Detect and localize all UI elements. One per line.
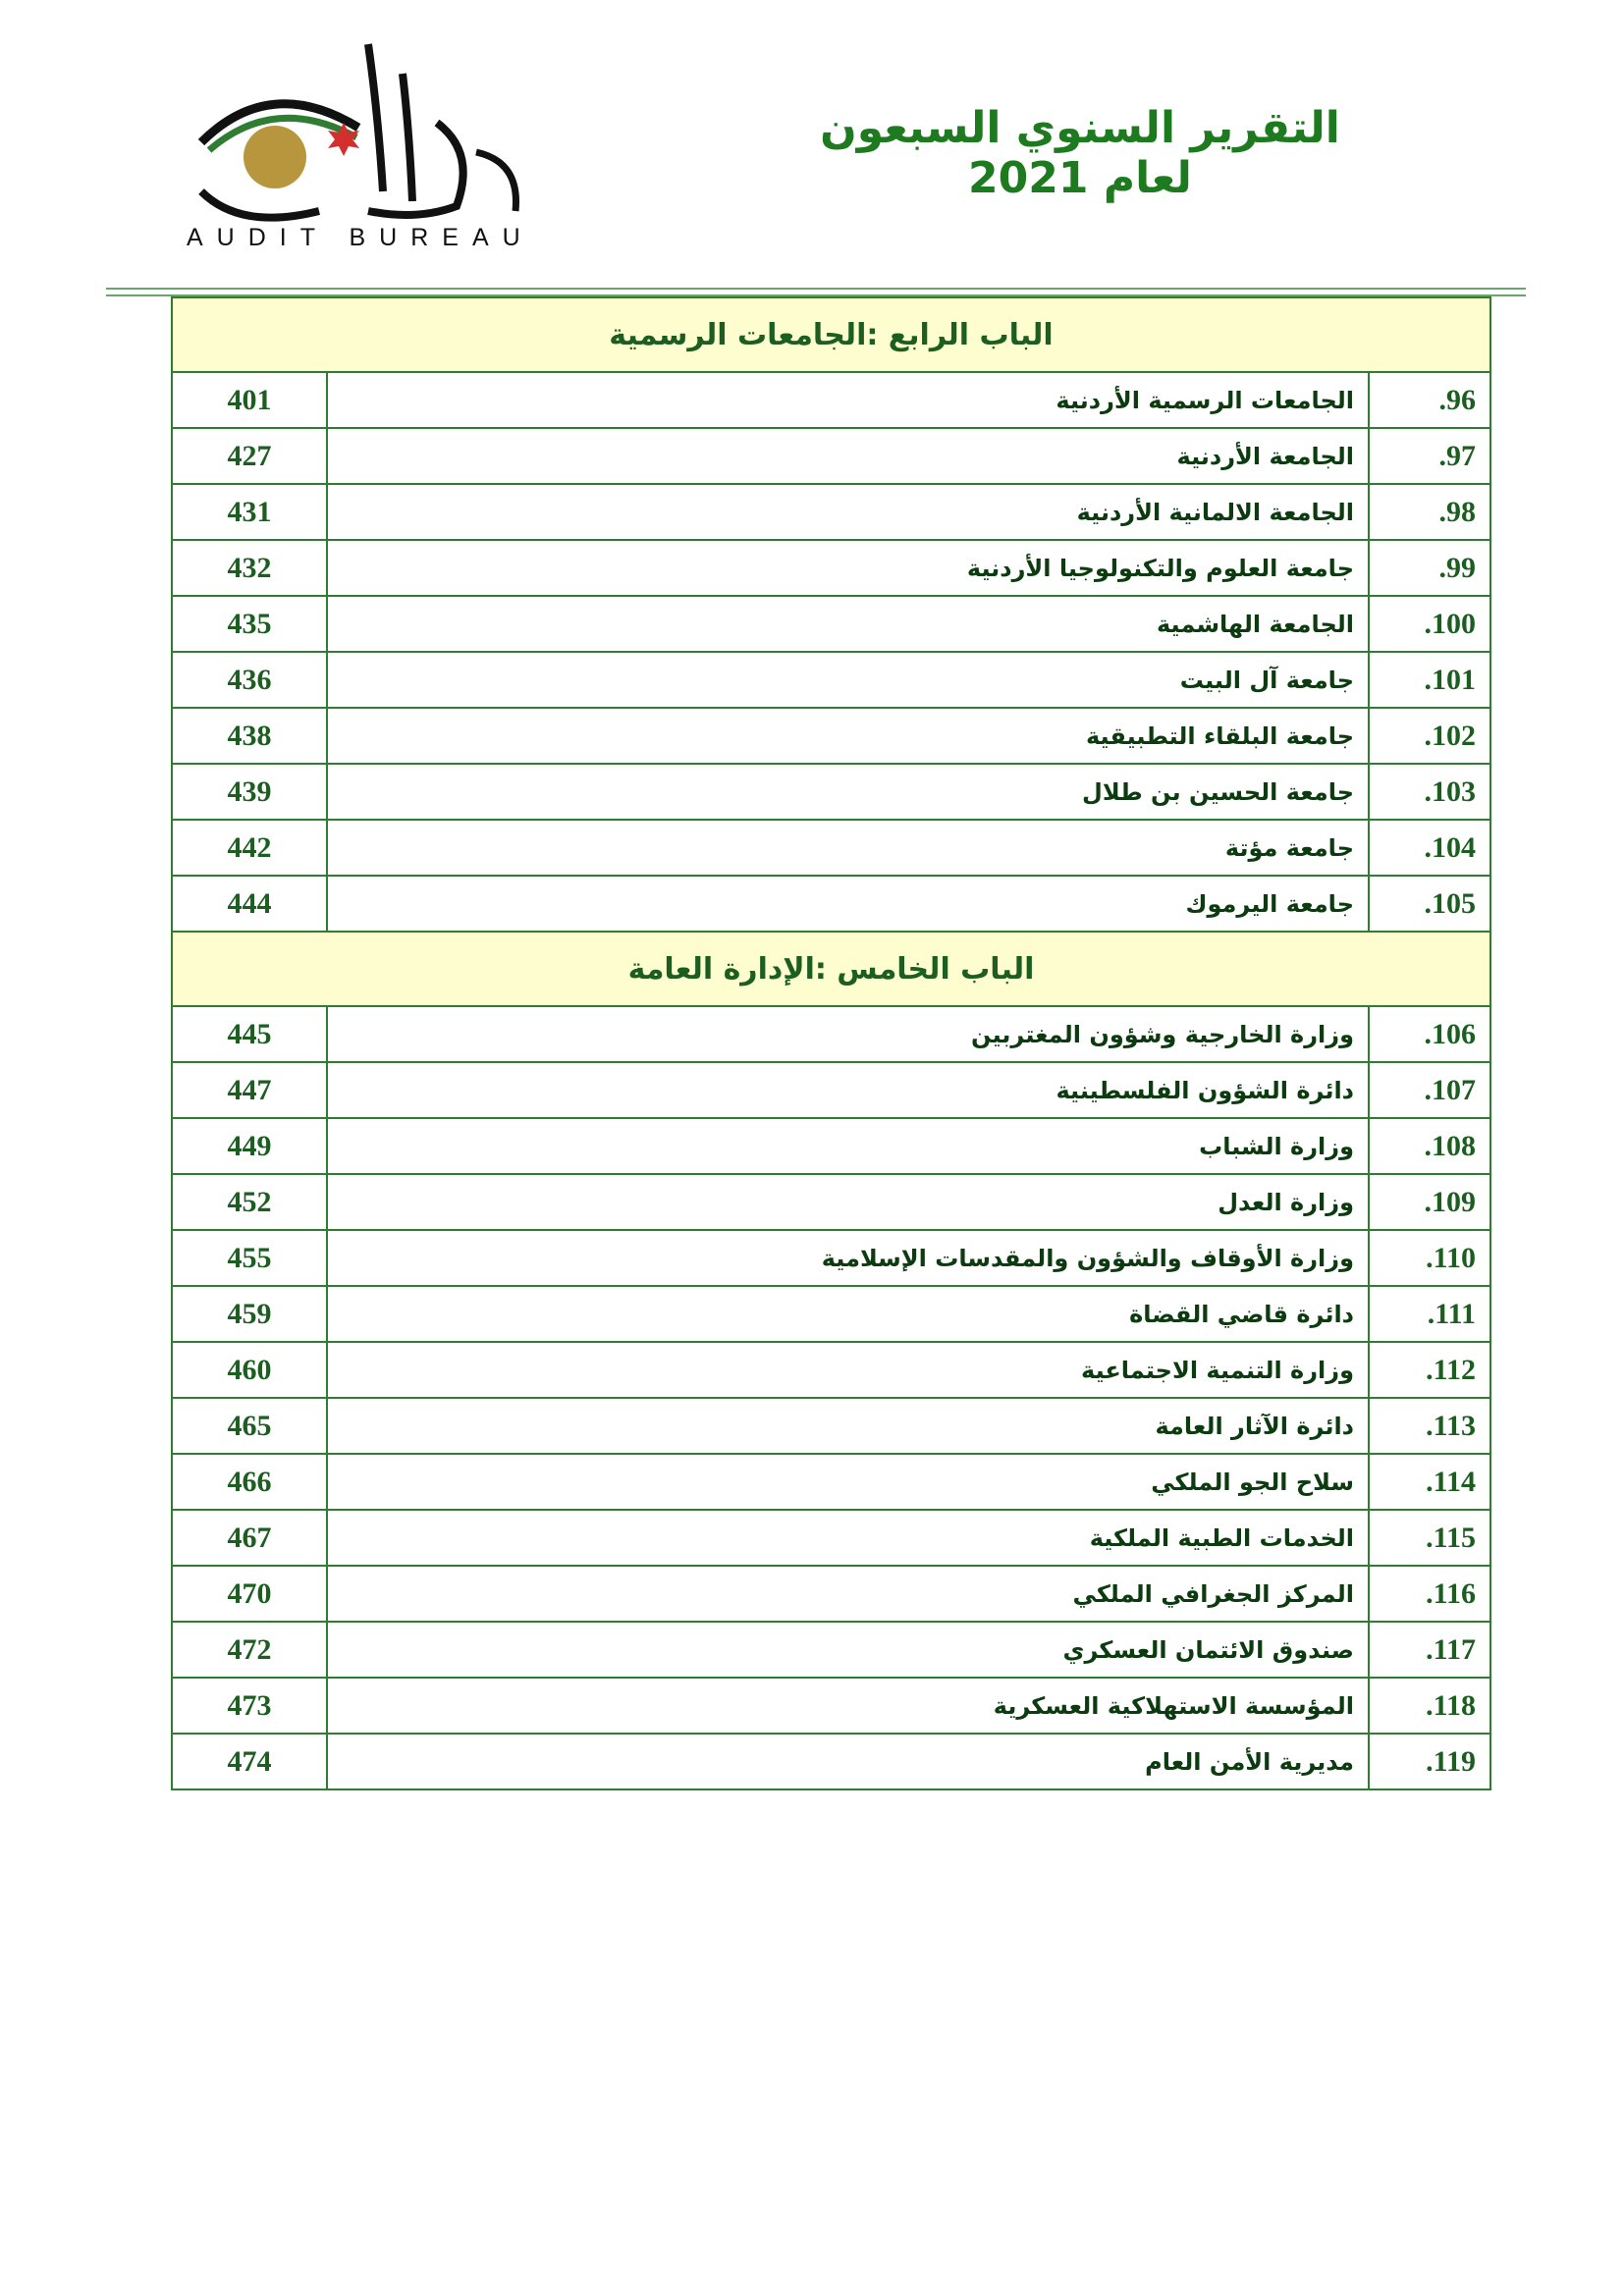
page-number: 438: [172, 708, 327, 764]
page-number: 427: [172, 428, 327, 484]
page-number: 465: [172, 1398, 327, 1454]
logo-emblem-icon: [182, 34, 555, 255]
item-name[interactable]: وزارة التنمية الاجتماعية: [327, 1342, 1369, 1398]
item-name[interactable]: وزارة الأوقاف والشؤون والمقدسات الإسلامية: [327, 1230, 1369, 1286]
table-row: [172, 1566, 1490, 1622]
item-number: 118.: [1369, 1678, 1490, 1734]
item-number: 99.: [1369, 540, 1490, 596]
table-row: [172, 1006, 1490, 1062]
item-number: 111.: [1369, 1286, 1490, 1342]
page-number: 473: [172, 1678, 327, 1734]
item-number: 103.: [1369, 764, 1490, 820]
item-name[interactable]: دائرة قاضي القضاة: [327, 1286, 1369, 1342]
item-name[interactable]: الجامعة الهاشمية: [327, 596, 1369, 652]
table-row: [172, 1734, 1490, 1789]
table-row: [172, 1286, 1490, 1342]
item-name[interactable]: وزارة الخارجية وشؤون المغتربين: [327, 1006, 1369, 1062]
item-number: 108.: [1369, 1118, 1490, 1174]
table-row: [172, 820, 1490, 876]
item-name[interactable]: جامعة الحسين بن طلال: [327, 764, 1369, 820]
item-number: 113.: [1369, 1398, 1490, 1454]
item-number: 107.: [1369, 1062, 1490, 1118]
item-number: 115.: [1369, 1510, 1490, 1566]
table-row: [172, 876, 1490, 932]
item-number: 114.: [1369, 1454, 1490, 1510]
item-number: 96.: [1369, 372, 1490, 428]
page-number: 442: [172, 820, 327, 876]
item-name[interactable]: جامعة البلقاء التطبيقية: [327, 708, 1369, 764]
table-row: [172, 1398, 1490, 1454]
item-name[interactable]: وزارة الشباب: [327, 1118, 1369, 1174]
page-number: 445: [172, 1006, 327, 1062]
page-number: 447: [172, 1062, 327, 1118]
table-row: [172, 764, 1490, 820]
page-number: 452: [172, 1174, 327, 1230]
table-row: [172, 1678, 1490, 1734]
logo-text: AUDIT BUREAU: [187, 224, 534, 251]
table-row: [172, 708, 1490, 764]
item-name[interactable]: دائرة الآثار العامة: [327, 1398, 1369, 1454]
item-name[interactable]: جامعة مؤتة: [327, 820, 1369, 876]
report-title: التقرير السنوي السبعون لعام 2021: [820, 103, 1340, 203]
item-number: 97.: [1369, 428, 1490, 484]
page-number: 474: [172, 1734, 327, 1789]
item-number: 110.: [1369, 1230, 1490, 1286]
item-number: 112.: [1369, 1342, 1490, 1398]
page-number: 401: [172, 372, 327, 428]
item-number: 106.: [1369, 1006, 1490, 1062]
item-number: 104.: [1369, 820, 1490, 876]
item-number: 119.: [1369, 1734, 1490, 1789]
table-row: [172, 1342, 1490, 1398]
item-name[interactable]: المؤسسة الاستهلاكية العسكرية: [327, 1678, 1369, 1734]
table-row: [172, 428, 1490, 484]
item-number: 116.: [1369, 1566, 1490, 1622]
page-number: 472: [172, 1622, 327, 1678]
table-row: [172, 1454, 1490, 1510]
page-number: 467: [172, 1510, 327, 1566]
page-number: 432: [172, 540, 327, 596]
item-name[interactable]: الجامعة الالمانية الأردنية: [327, 484, 1369, 540]
audit-bureau-logo: [182, 34, 555, 255]
item-name[interactable]: الجامعة الأردنية: [327, 428, 1369, 484]
page-number: 460: [172, 1342, 327, 1398]
page-number: 459: [172, 1286, 327, 1342]
item-number: 101.: [1369, 652, 1490, 708]
page-number: 439: [172, 764, 327, 820]
item-name[interactable]: جامعة العلوم والتكنولوجيا الأردنية: [327, 540, 1369, 596]
item-name[interactable]: صندوق الائتمان العسكري: [327, 1622, 1369, 1678]
section-title: الباب الرابع :الجامعات الرسمية: [172, 297, 1490, 372]
table-row: [172, 1622, 1490, 1678]
table-row: [172, 596, 1490, 652]
section-header-row: [172, 297, 1490, 372]
item-number: 109.: [1369, 1174, 1490, 1230]
item-number: 102.: [1369, 708, 1490, 764]
item-number: 105.: [1369, 876, 1490, 932]
item-name[interactable]: جامعة آل البيت: [327, 652, 1369, 708]
item-name[interactable]: جامعة اليرموك: [327, 876, 1369, 932]
item-name[interactable]: وزارة العدل: [327, 1174, 1369, 1230]
table-row: [172, 540, 1490, 596]
page-number: 466: [172, 1454, 327, 1510]
table-row: [172, 1510, 1490, 1566]
item-number: 117.: [1369, 1622, 1490, 1678]
contents-table: [171, 296, 1491, 1790]
table-row: [172, 1174, 1490, 1230]
section-title: الباب الخامس :الإدارة العامة: [172, 932, 1490, 1006]
section-header-row: [172, 932, 1490, 1006]
item-name[interactable]: المركز الجغرافي الملكي: [327, 1566, 1369, 1622]
page-number: 449: [172, 1118, 327, 1174]
item-name[interactable]: مديرية الأمن العام: [327, 1734, 1369, 1789]
page-number: 470: [172, 1566, 327, 1622]
item-name[interactable]: الجامعات الرسمية الأردنية: [327, 372, 1369, 428]
table-row: [172, 372, 1490, 428]
table-row: [172, 1118, 1490, 1174]
page-number: 431: [172, 484, 327, 540]
item-name[interactable]: الخدمات الطبية الملكية: [327, 1510, 1369, 1566]
page-number: 435: [172, 596, 327, 652]
page-number: 444: [172, 876, 327, 932]
header-divider: [106, 288, 1526, 296]
table-row: [172, 484, 1490, 540]
item-number: 100.: [1369, 596, 1490, 652]
table-row: [172, 1062, 1490, 1118]
page-number: 436: [172, 652, 327, 708]
page-number: 455: [172, 1230, 327, 1286]
item-name[interactable]: سلاح الجو الملكي: [327, 1454, 1369, 1510]
item-name[interactable]: دائرة الشؤون الفلسطينية: [327, 1062, 1369, 1118]
table-row: [172, 652, 1490, 708]
item-number: 98.: [1369, 484, 1490, 540]
table-row: [172, 1230, 1490, 1286]
